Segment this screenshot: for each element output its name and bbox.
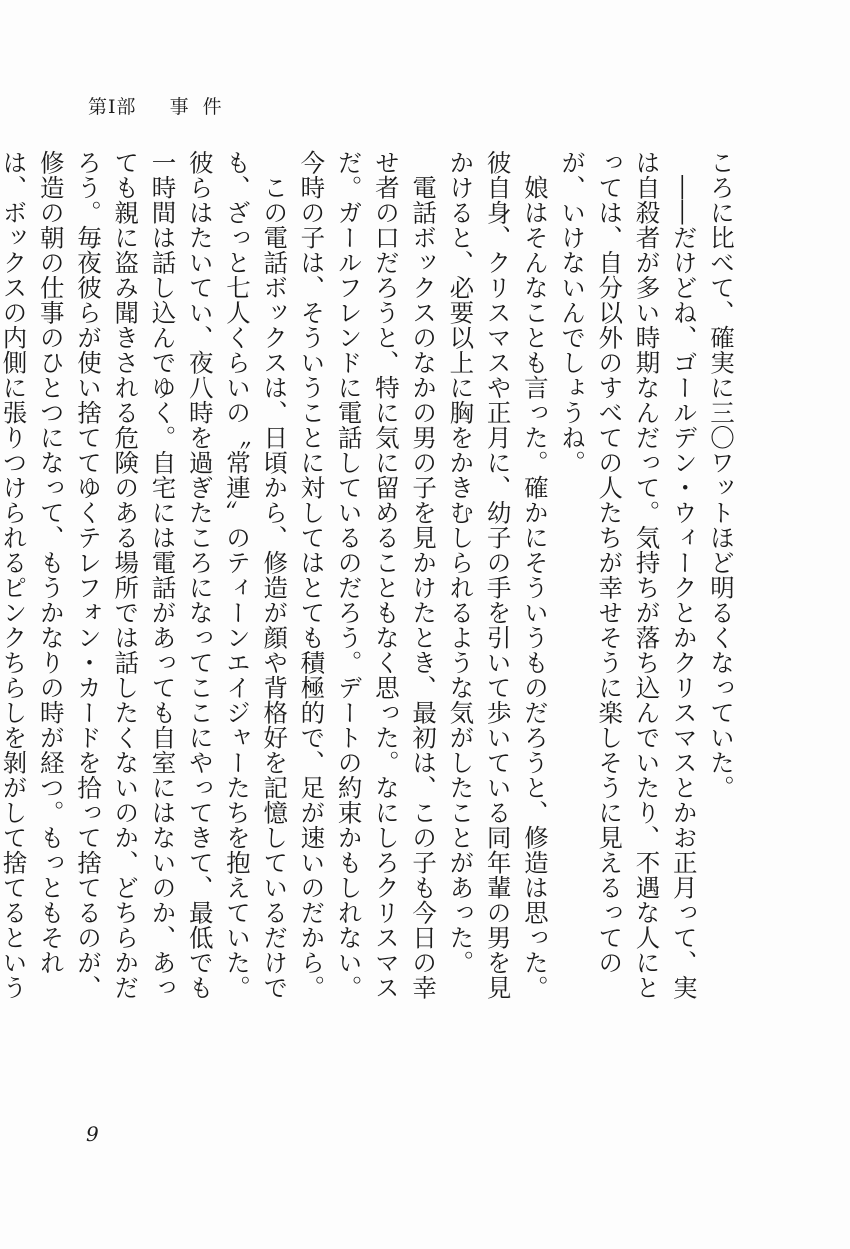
paragraph-3: 娘はそんなことも言った。確かにそういうものだろうと、修造は思った。彼自身、クリスマスや正月に、幼子の手を引いて歩いている同年輩の男を見かけると、必要以上に胸をかきむしられるような気がしたことがあった。 — [446, 150, 550, 1000]
paragraph-4: 電話ボックスのなかの男の子を見かけたとき、最初は、この子も今日の幸せ者の口だろうと、特に気に留めることもなく思った。なにしろクリスマスだ。ガールフレンドに電話しているのだろう。デートの約束かもしれない。今時の子は、そういうことに対してはとても積極的で、足が速いのだから。 — [297, 150, 439, 1000]
paragraph-5: この電話ボックスは、日頃から、修造が顔や背格好を記憶しているだけでも、ざっと七人くらいの〝常連〟のティーンエイジャーたちを抱えていた。彼らはたいてい、夜八時を過ぎたころになってここにやってきて、最低でも一時間は話し込んでゆく。自宅には電話があっても自室にはないのか、あっても親に盗み聞きされる危険のある場所では話したくないのか、どちらかだろう。毎夜彼らが使い捨ててゆくテレフォン・カードを拾って捨てるのが、修造の朝の仕事のひとつになって、もうかなりの時が経つ。もっともそれは、ボックスの内側に張りつけられるピンクちらしを剝がして捨てるという — [0, 150, 290, 1000]
paragraph-1: ころに比べて、確実に三〇ワットほど明るくなっていた。 — [707, 150, 736, 800]
page-number: 9 — [86, 1122, 99, 1146]
part-label: 第Ⅰ部 — [88, 96, 137, 118]
paragraph-2: ――だけどね、ゴールデン・ウィークとかクリスマスとかお正月って、実は自殺者が多い時期なんだって。気持ちが落ち込んでいたり、不遇な人にとっては、自分以外のすべての人たちが幸せそうに楽しそうに見えるってのが、いけないんでしょうね。 — [558, 150, 699, 1000]
chapter-title: 事件 — [169, 96, 236, 118]
running-head — [88, 92, 236, 119]
vertical-body-text — [0, 150, 740, 1020]
